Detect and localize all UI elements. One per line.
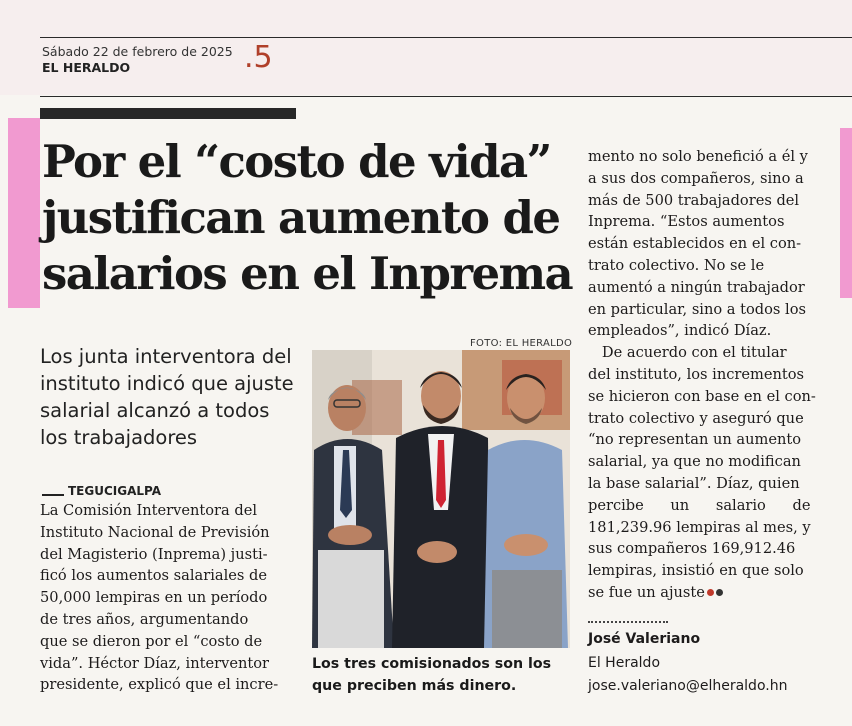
body-line: que se dieron por el “costo de — [40, 632, 263, 650]
headline-line: Por el “costo de vida” — [42, 135, 551, 188]
last-line — [588, 582, 828, 604]
body-line: ficó los aumentos salariales de — [40, 567, 267, 585]
author-organization: El Heraldo — [588, 655, 661, 671]
newspaper-name: EL HERALDO — [42, 60, 131, 75]
dateline-rule — [42, 494, 64, 496]
body-line: más de 500 trabajadores del — [588, 191, 800, 209]
body-line: “no representan un aumento — [588, 431, 802, 449]
body-line: se fue un ajuste — [588, 583, 705, 601]
photo-credit: FOTO: EL HERALDO — [470, 338, 573, 349]
body-line: trato colectivo y aseguró que — [588, 409, 804, 427]
body-line: aumentó a ningún trabajador — [588, 278, 805, 296]
body-line: salarial, ya que no modifican — [588, 453, 801, 471]
subheadline — [40, 343, 302, 451]
body-line: lempiras, insistió en que solo — [588, 562, 804, 580]
body-line: del instituto, los incrementos — [588, 365, 805, 383]
body-line: Inprema. “Estos aumentos — [588, 213, 785, 231]
byline-separator — [588, 621, 668, 623]
body-line: a sus dos compañeros, sino a — [588, 169, 804, 187]
body-line: La Comisión Interventora del — [40, 502, 258, 519]
kicker-bar — [40, 108, 296, 119]
body-line: de tres años, argumentando — [40, 610, 249, 628]
issue-date: Sábado 22 de febrero de 2025 — [42, 44, 233, 59]
article-column-3 — [588, 146, 828, 604]
body-line: están establecidos en el con- — [588, 235, 802, 253]
headline-line: justifican aumento de — [42, 191, 560, 244]
body-line: 50,000 lempiras en un período — [40, 589, 268, 607]
highlighter-mark-left — [8, 118, 40, 308]
body-line: en particular, sino a todos los — [588, 300, 806, 318]
body-line: empleados”, indicó Díaz. — [588, 322, 772, 340]
article-column-1 — [40, 500, 294, 696]
body-line: percibe un salario de — [588, 496, 811, 514]
body-line: vida”. Héctor Díaz, interventor — [40, 654, 269, 672]
photo-illustration — [312, 350, 570, 648]
caption-line: que preciben más dinero. — [312, 678, 517, 694]
subhead-line: salarial alcanzó a todos — [40, 399, 270, 422]
dateline: TEGUCIGALPA — [68, 484, 162, 498]
body-line: De acuerdo con el titular — [588, 344, 787, 362]
body-line: sus compañeros 169,912.46 — [588, 540, 796, 558]
author-name: José Valeriano — [588, 631, 701, 647]
header-rule-bottom — [40, 96, 852, 97]
body-line: mento no solo benefició a él y — [588, 148, 808, 165]
news-photo — [312, 350, 570, 648]
body-line: la base salarial”. Díaz, quien — [588, 474, 800, 492]
header-rule-top — [40, 37, 852, 38]
body-line: se hicieron con base en el con- — [588, 387, 816, 405]
subhead-line: instituto indicó que ajuste — [40, 372, 294, 395]
caption-line: Los tres comisionados son los — [312, 656, 552, 672]
end-mark-dark-icon — [716, 589, 723, 596]
body-line: trato colectivo. No se le — [588, 256, 765, 274]
body-line: del Magisterio (Inprema) justi- — [40, 545, 268, 563]
subhead-line: los trabajadores — [40, 426, 198, 449]
end-mark-red-icon — [707, 589, 714, 596]
body-line: presidente, explicó que el incre- — [40, 676, 279, 694]
photo-caption — [312, 653, 574, 697]
author-email: jose.valeriano@elheraldo.hn — [588, 678, 788, 694]
headline-line: salarios en el Inprema — [42, 247, 573, 300]
headline — [42, 134, 582, 302]
page-number — [244, 40, 273, 75]
body-line: 181,239.96 lempiras al mes, y — [588, 518, 811, 536]
body-line: Instituto Nacional de Previsión — [40, 523, 270, 541]
subhead-line: Los junta interventora del — [40, 345, 292, 368]
page-number-text: .5 — [244, 40, 273, 75]
